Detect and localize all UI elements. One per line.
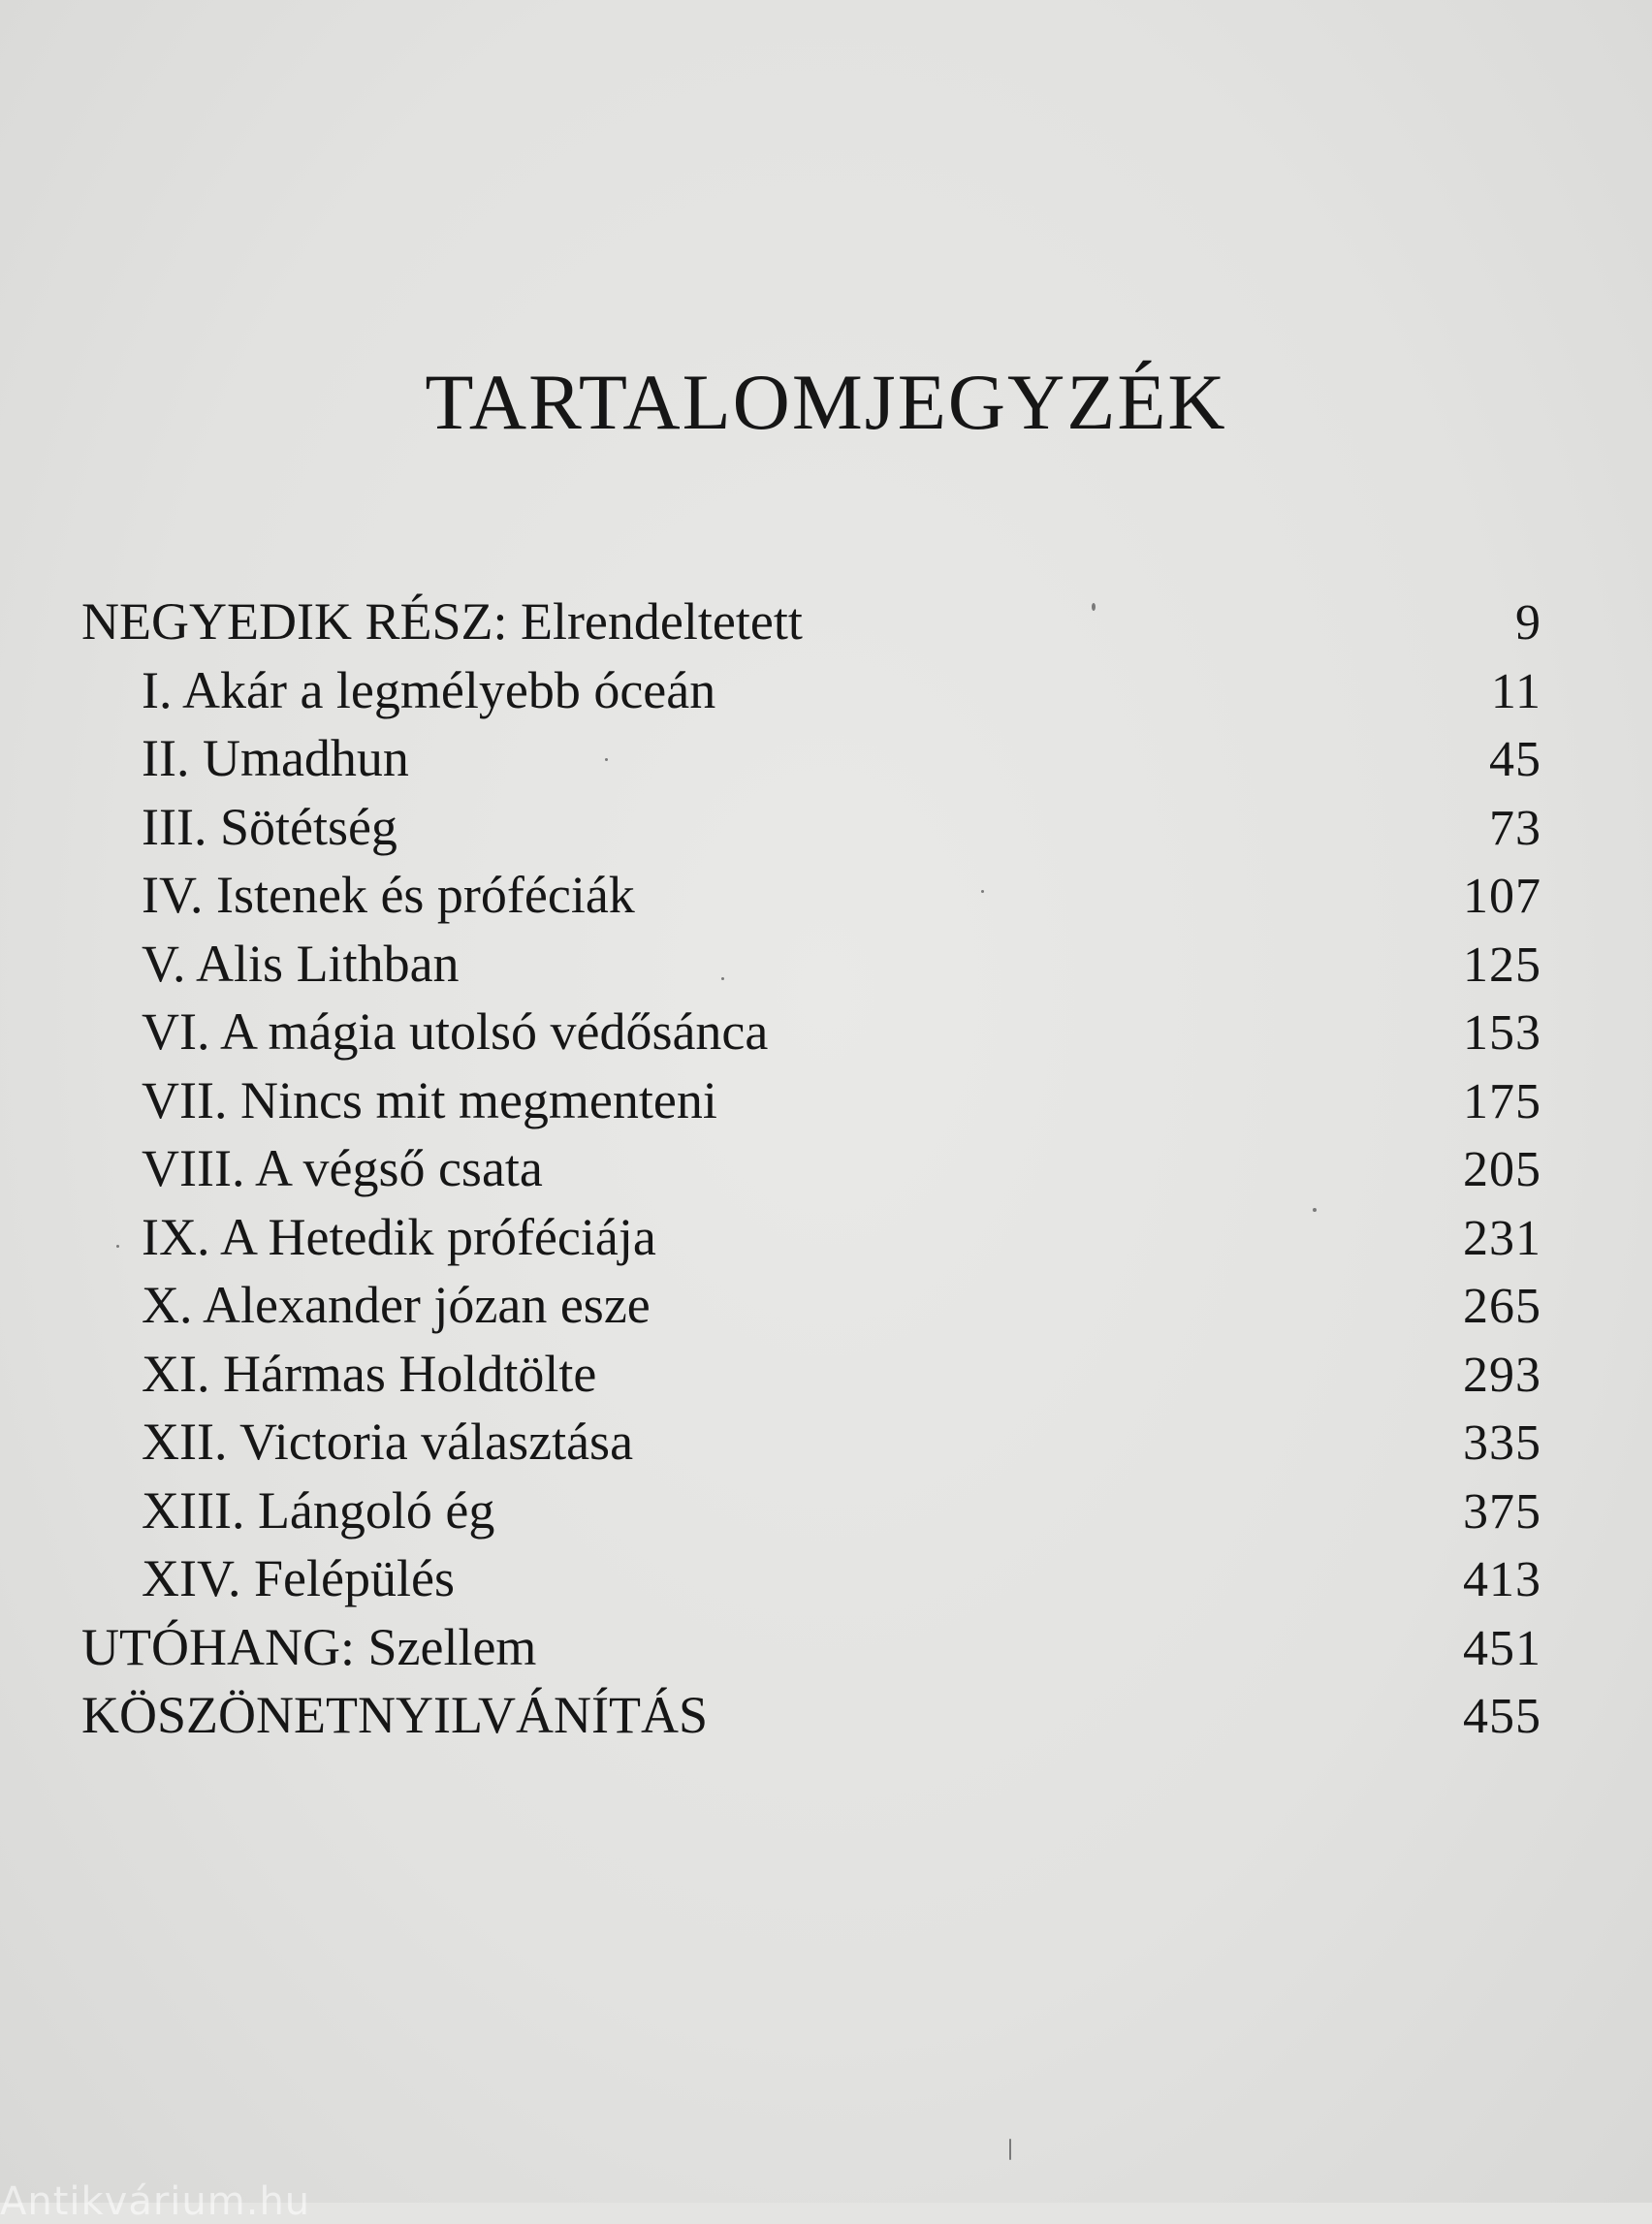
toc-entry-chapter-12 [81,1408,1541,1477]
toc-entry-label: XI. Hármas Holdtölte [142,1344,597,1403]
toc-entry-chapter-9 [81,1203,1541,1272]
toc-entry-page-number: 107 [1463,869,1541,924]
paper-speck [981,890,984,893]
toc-entry-chapter-11 [81,1340,1541,1409]
toc-entry-label: IX. A Hetedik próféciája [142,1207,656,1266]
paper-speck [1092,603,1096,611]
toc-entry-label: UTÓHANG: Szellem [81,1617,537,1676]
toc-entry-page-number: 413 [1463,1552,1541,1607]
toc-entry-page-number: 335 [1463,1415,1541,1471]
page-title: TARTALOMJEGYZÉK [425,358,1227,446]
paper-speck [1009,2139,1011,2160]
toc-entry-chapter-2 [81,724,1541,793]
toc-entry-label: XIII. Lángoló ég [142,1480,495,1540]
toc-entry-label: XII. Victoria választása [142,1413,634,1471]
toc-entry-page-number: 205 [1463,1142,1541,1197]
paper-speck [1313,1208,1317,1212]
toc-entry-chapter-7 [81,1066,1541,1135]
toc-entry-label: VII. Nincs mit megmenteni [142,1070,717,1129]
toc-entry-page-number: 9 [1515,595,1541,651]
toc-entry-chapter-8 [81,1134,1541,1203]
toc-entry-label: III. Sötétség [142,797,397,856]
table-of-contents [81,588,1541,1750]
toc-entry-page-number: 265 [1463,1279,1541,1334]
toc-entry-label: I. Akár a legmélyebb óceán [142,660,716,719]
toc-entry-page-number: 293 [1463,1347,1541,1403]
toc-entry-page-number: 455 [1463,1689,1541,1744]
toc-entry-label: KÖSZÖNETNYILVÁNÍTÁS [81,1686,708,1744]
watermark: Antikvárium.hu [0,2179,311,2224]
toc-entry-part-4 [81,588,1541,656]
toc-entry-chapter-13 [81,1477,1541,1545]
toc-entry-chapter-6 [81,998,1541,1066]
toc-entry-label: IV. Istenek és próféciák [142,866,635,924]
paper-speck [605,758,608,761]
toc-entry-chapter-4 [81,861,1541,930]
toc-entry-acknowledgements [81,1681,1541,1750]
toc-entry-chapter-1 [81,656,1541,725]
toc-entry-page-number: 153 [1463,1005,1541,1061]
toc-entry-label: X. Alexander józan esze [142,1276,651,1334]
toc-entry-page-number: 375 [1463,1483,1541,1540]
toc-entry-page-number: 125 [1463,937,1541,993]
toc-entry-label: XIV. Felépülés [142,1549,455,1607]
toc-entry-chapter-3 [81,793,1541,862]
toc-entry-page-number: 231 [1463,1210,1541,1266]
toc-entry-label: VI. A mágia utolsó védősánca [142,1002,769,1061]
toc-entry-label: V. Alis Lithban [142,934,460,993]
toc-entry-page-number: 451 [1463,1620,1541,1676]
toc-entry-page-number: 11 [1490,663,1541,719]
toc-entry-chapter-10 [81,1271,1541,1340]
toc-entry-chapter-14 [81,1544,1541,1613]
toc-entry-page-number: 45 [1489,732,1541,787]
toc-entry-page-number: 73 [1489,800,1541,856]
toc-entry-epilogue [81,1613,1541,1682]
paper-speck [116,1245,119,1248]
toc-entry-label: VIII. A végső csata [142,1139,543,1197]
toc-entry-label: II. Umadhun [142,729,409,787]
paper-speck [721,977,724,980]
toc-entry-page-number: 175 [1463,1073,1541,1129]
toc-entry-label: NEGYEDIK RÉSZ: Elrendeltetett [81,592,803,651]
toc-entry-chapter-5 [81,930,1541,999]
